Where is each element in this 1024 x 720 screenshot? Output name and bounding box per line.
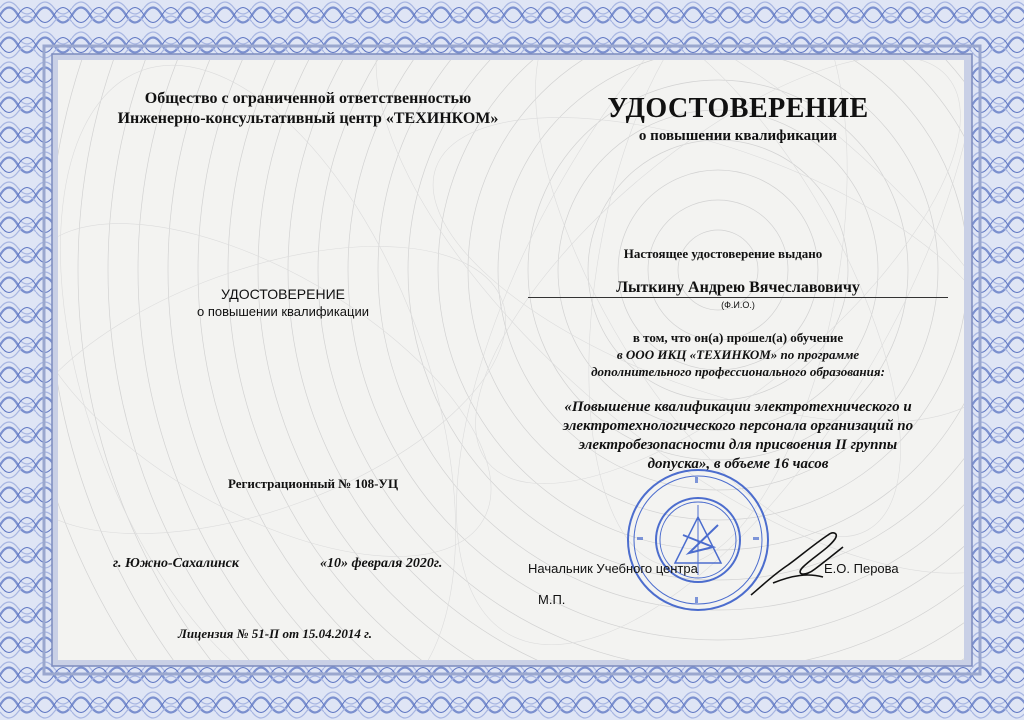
fio-caption: (Ф.И.О.) bbox=[721, 300, 755, 310]
certificate-subtitle: о повышении квалификации bbox=[638, 128, 838, 144]
seal-place-label: М.П. bbox=[538, 592, 566, 607]
issue-city: г. Южно-Сахалинск bbox=[113, 556, 239, 571]
issued-to-label: Настоящее удостоверение выдано bbox=[623, 246, 823, 261]
registration-number: Регистрационный № 108-УЦ bbox=[227, 476, 399, 491]
program-line-4: допуска», в объеме 16 часов bbox=[647, 456, 829, 472]
chief-title: Начальник Учебного центра bbox=[528, 561, 698, 576]
license-info: Лицензия № 51-П от 15.04.2014 г. bbox=[178, 626, 372, 641]
issue-date: «10» февраля 2020г. bbox=[320, 556, 443, 571]
program-title bbox=[528, 398, 948, 474]
recipient-name: Лыткину Андрею Вячеславовичу bbox=[616, 279, 860, 296]
left-subtitle: о повышении квалификации bbox=[197, 304, 369, 319]
training-line-3: дополнительного профессионального образования: bbox=[591, 364, 885, 379]
chief-name: Е.О. Перова bbox=[824, 561, 899, 576]
program-line-1: «Повышение квалификации электротехнического и bbox=[564, 399, 912, 415]
certificate-title: УДОСТОВЕРЕНИЕ bbox=[607, 93, 869, 124]
organization-type: Общество с ограниченной ответственностью bbox=[144, 90, 472, 107]
program-line-3: электробезопасности для присвоения II группы bbox=[578, 437, 898, 453]
program-line-2: электротехнологического персонала организаций по bbox=[562, 418, 914, 434]
training-line-1: в том, что он(а) прошел(а) обучение bbox=[632, 330, 844, 345]
organization-name: Инженерно-консультативный центр «ТЕХИНКОМ» bbox=[117, 110, 499, 127]
training-line-2: в ООО ИКЦ «ТЕХИНКОМ» по программе bbox=[616, 347, 860, 362]
certificate-body bbox=[58, 60, 964, 660]
training-statement bbox=[578, 329, 898, 380]
recipient-underline bbox=[528, 297, 948, 298]
left-title: УДОСТОВЕРЕНИЕ bbox=[221, 286, 345, 302]
